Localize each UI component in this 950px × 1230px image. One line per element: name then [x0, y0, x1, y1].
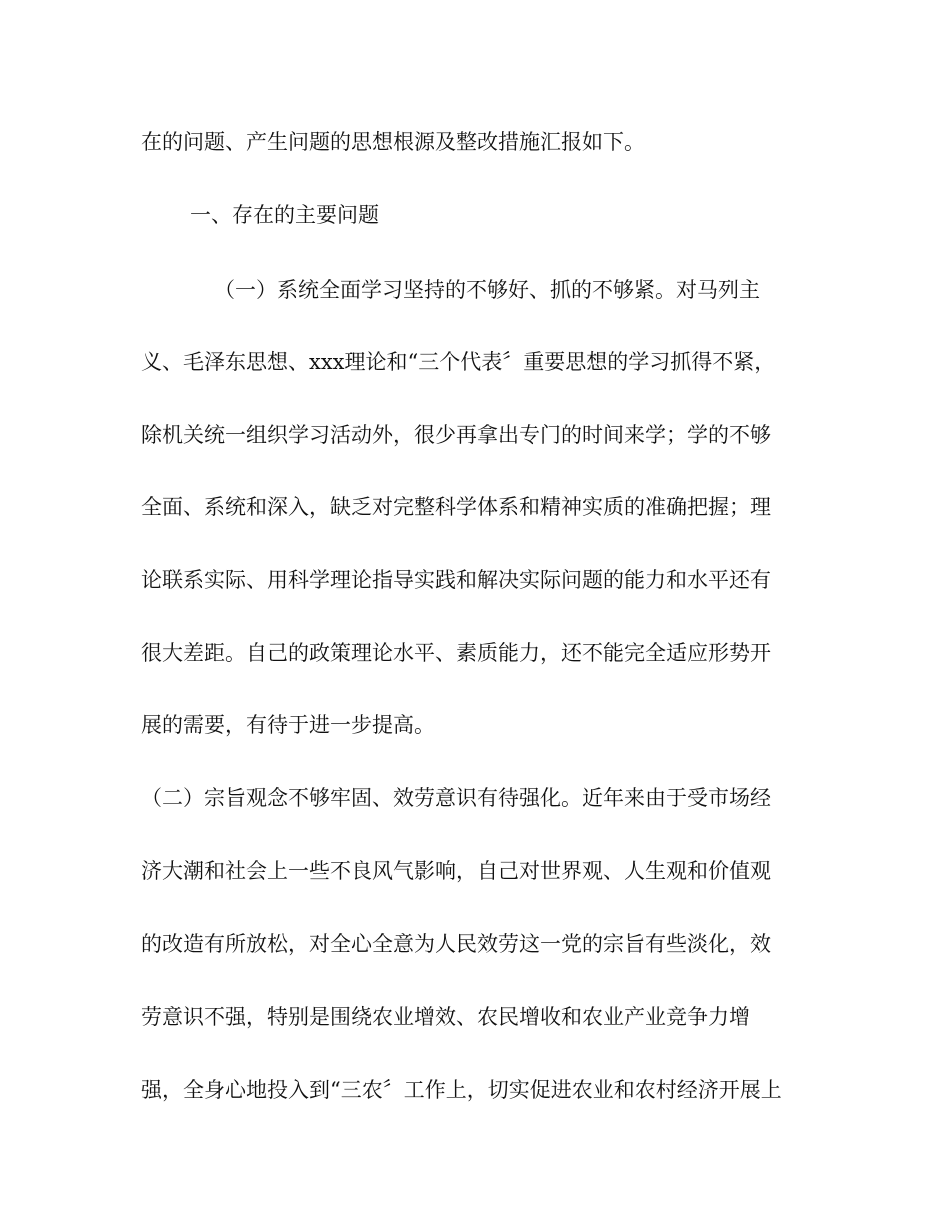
paragraph-line: 济大潮和社会上一些不良风气影响，自己对世界观、人生观和价值观 [141, 859, 771, 883]
paragraph-line: 义、毛泽东思想、xxx理论和“三个代表〞重要思想的学习抓得不紧， [141, 350, 776, 374]
subsection-heading-line: （二）宗旨观念不够牢固、效劳意识有待强化。近年来由于受市场经 [141, 786, 771, 810]
subsection-heading-line: （一）系统全面学习坚持的不够好、抓的不够紧。对马列主 [214, 278, 760, 302]
section-heading: 一、存在的主要问题 [190, 203, 379, 227]
paragraph-line: 的改造有所放松，对全心全意为人民效劳这一党的宗旨有些淡化，效 [141, 932, 771, 956]
paragraph-line: 除机关统一组织学习活动外，很少再拿出专门的时间来学；学的不够 [141, 423, 771, 447]
paragraph-line: 全面、系统和深入，缺乏对完整科学体系和精神实质的准确把握；理 [141, 495, 771, 519]
paragraph-line: 很大差距。自己的政策理论水平、素质能力，还不能完全适应形势开 [141, 641, 771, 665]
paragraph-line: 在的问题、产生问题的思想根源及整改措施汇报如下。 [141, 130, 645, 154]
paragraph-line: 论联系实际、用科学理论指导实践和解决实际问题的能力和水平还有 [141, 568, 771, 592]
paragraph-line: 劳意识不强，特别是围绕农业增效、农民增收和农业产业竞争力增 [141, 1005, 750, 1029]
paragraph-line: 展的需要，有待于进一步提高。 [141, 713, 435, 737]
paragraph-line: 强，全身心地投入到“三农〞工作上，切实促进农业和农村经济开展上 [141, 1078, 782, 1102]
